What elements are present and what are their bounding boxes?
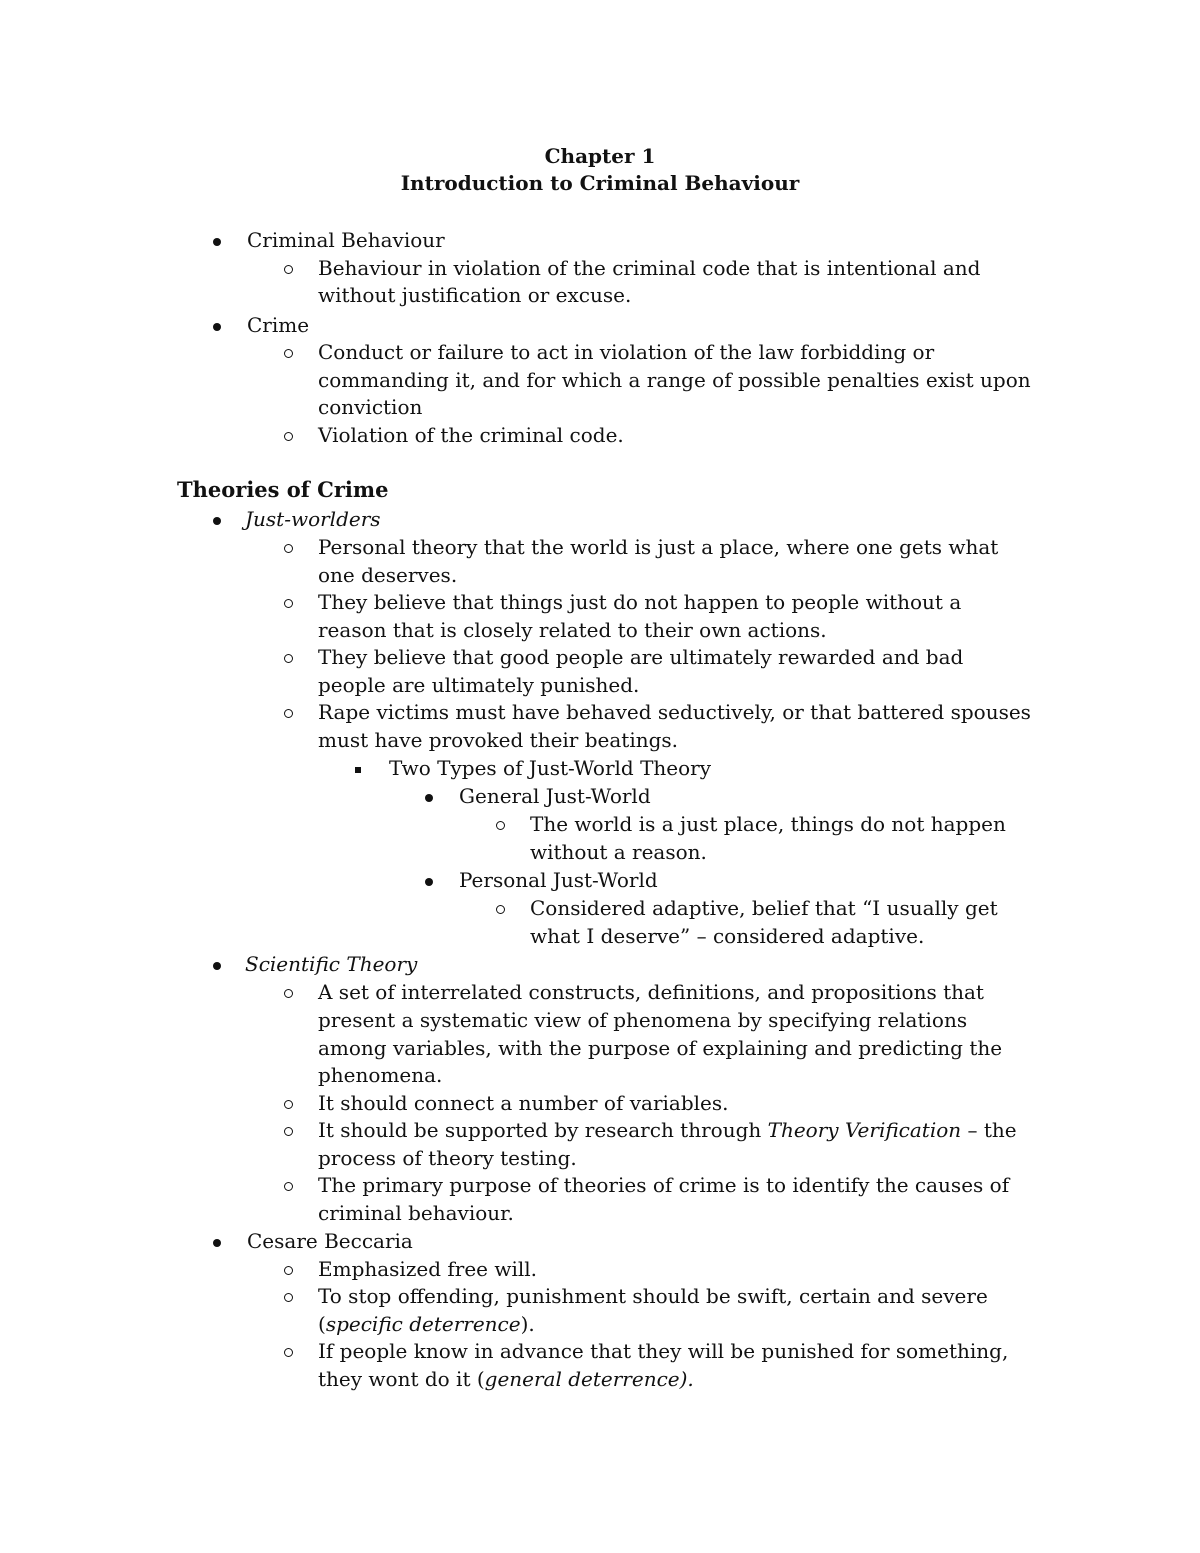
bullet-circle-icon: [278, 1089, 298, 1117]
bullet-dot-icon: [207, 311, 227, 339]
body-text: Considered adaptive, belief that “I usually get: [530, 896, 998, 920]
body-text: Rape victims must have behaved seductively, or that battered spouses: [318, 700, 1031, 724]
term-scientific-theory: Scientific Theory: [245, 952, 418, 976]
bullet-circle-icon: [278, 1282, 298, 1310]
bullet-circle-icon: [278, 588, 298, 616]
definition-text: without justification or excuse.: [318, 283, 632, 307]
bullet-square-icon: [348, 754, 368, 782]
body-text: one deserves.: [318, 563, 458, 587]
bullet-circle-icon: [278, 698, 298, 726]
term-crime: Crime: [247, 313, 310, 337]
bullet-circle-icon: [278, 643, 298, 671]
bullet-dot-icon: [419, 782, 439, 810]
body-text: The world is a just place, things do not happen: [530, 812, 1006, 836]
body-text: reason that is closely related to their own actions.: [318, 618, 827, 642]
bullet-dot-icon: [207, 1227, 227, 1255]
definition-text: Behaviour in violation of the criminal code that is intentional and: [318, 256, 981, 280]
body-text: criminal behaviour.: [318, 1201, 514, 1225]
definition-text: commanding it, and for which a range of possible penalties exist upon: [318, 368, 1031, 392]
body-text: they wont do it (general deterrence).: [318, 1367, 694, 1391]
body-text: must have provoked their beatings.: [318, 728, 679, 752]
bullet-circle-icon: [278, 1171, 298, 1199]
chapter-number: Chapter 1: [544, 144, 656, 168]
body-text: It should connect a number of variables.: [318, 1091, 729, 1115]
body-text: If people know in advance that they will be punished for something,: [318, 1339, 1009, 1363]
body-text: people are ultimately punished.: [318, 673, 640, 697]
bullet-circle-icon: [278, 254, 298, 282]
term-just-worlders: Just-worlders: [245, 507, 381, 531]
bullet-circle-icon: [278, 1116, 298, 1144]
body-text: among variables, with the purpose of explaining and predicting the: [318, 1036, 1003, 1060]
term-criminal-behaviour: Criminal Behaviour: [247, 228, 445, 252]
bullet-circle-icon: [278, 533, 298, 561]
body-text: A set of interrelated constructs, definitions, and propositions that: [318, 980, 984, 1004]
bullet-circle-icon: [490, 810, 510, 838]
body-text: It should be supported by research through Theory Verification – the: [318, 1118, 1017, 1142]
definition-text: conviction: [318, 395, 423, 419]
body-text: Personal theory that the world is just a place, where one gets what: [318, 535, 999, 559]
body-text: Two Types of Just-World Theory: [389, 756, 712, 780]
body-text: To stop offending, punishment should be swift, certain and severe: [318, 1284, 988, 1308]
bullet-dot-icon: [207, 505, 227, 533]
section-heading: Theories of Crime: [177, 477, 389, 502]
body-text: They believe that good people are ultimately rewarded and bad: [318, 645, 964, 669]
definition-text: Violation of the criminal code.: [318, 423, 624, 447]
body-text: without a reason.: [530, 840, 707, 864]
body-text: present a systematic view of phenomena by specifying relations: [318, 1008, 968, 1032]
bullet-dot-icon: [207, 226, 227, 254]
bullet-circle-icon: [278, 1337, 298, 1365]
body-text: Emphasized free will.: [318, 1257, 538, 1281]
body-text: (specific deterrence).: [318, 1312, 535, 1336]
bullet-circle-icon: [278, 978, 298, 1006]
body-text: process of theory testing.: [318, 1146, 577, 1170]
term-cesare-beccaria: Cesare Beccaria: [247, 1229, 413, 1253]
body-text: phenomena.: [318, 1063, 443, 1087]
body-text: what I deserve” – considered adaptive.: [530, 924, 925, 948]
chapter-title: Introduction to Criminal Behaviour: [400, 171, 800, 195]
bullet-dot-icon: [207, 950, 227, 978]
definition-text: Conduct or failure to act in violation of the law forbidding or: [318, 340, 935, 364]
body-text: Personal Just-World: [459, 868, 658, 892]
body-text: General Just-World: [459, 784, 651, 808]
bullet-circle-icon: [278, 421, 298, 449]
body-text: They believe that things just do not happen to people without a: [318, 590, 962, 614]
bullet-circle-icon: [278, 338, 298, 366]
body-text: The primary purpose of theories of crime is to identify the causes of: [318, 1173, 1010, 1197]
bullet-circle-icon: [278, 1255, 298, 1283]
bullet-dot-icon: [419, 866, 439, 894]
bullet-circle-icon: [490, 894, 510, 922]
